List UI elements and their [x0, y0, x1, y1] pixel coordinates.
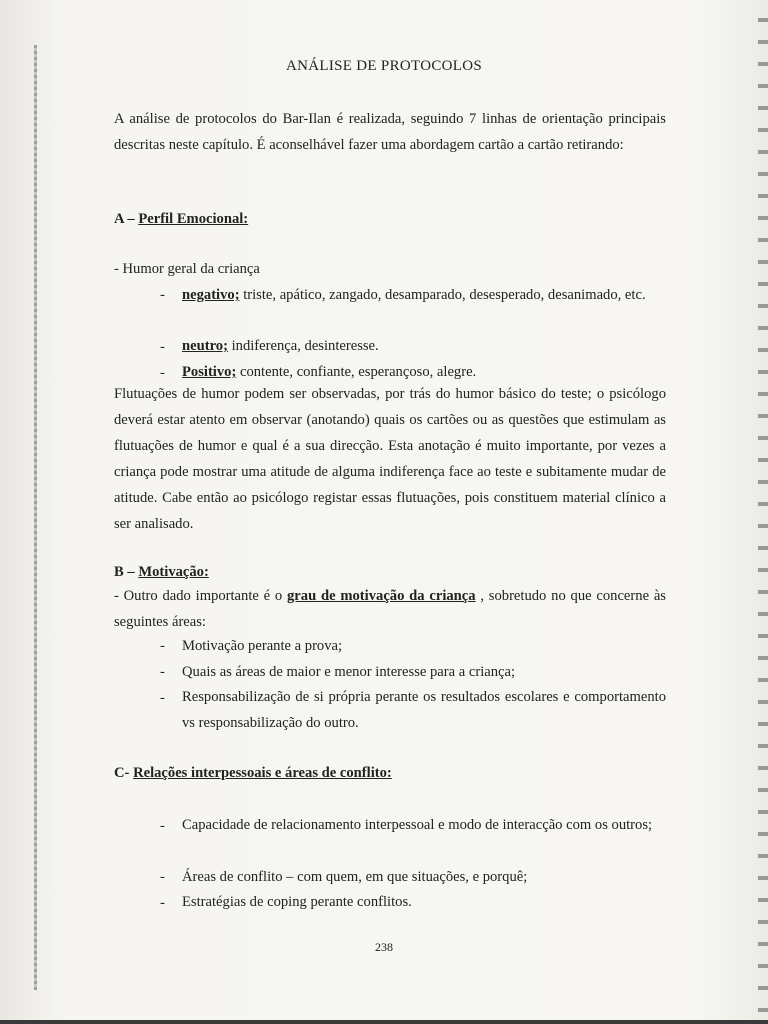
section-a-paragraph: Flutuações de humor podem ser observadas, por trás do humor básico do teste; o psicólogo deverá estar atento em observar (anotando) quais os cartões ou as questões que estimulam as flutuações de humor e qual é a sua direcção. Esta anotação é muito importante, por vezes a criança pode mostrar uma atitude de alguma indiferença face ao teste e subitamente mudar de atitude. Cabe então ao psicólogo registar essas flutuações, pois constituem material clínico a ser analisado. — [114, 386, 666, 532]
bullet-dash: - — [160, 287, 165, 303]
page-title: ANÁLISE DE PROTOCOLOS — [285, 58, 483, 74]
section-a-heading — [114, 211, 248, 228]
section-b-lead — [114, 583, 666, 635]
intro-paragraph: A análise de protocolos do Bar-Ilan é realizada, seguindo 7 linhas de orientação principais descritas neste capítulo. É aconselhável fazer uma abordagem cartão a cartão retirando: — [114, 111, 666, 153]
section-b-lead-keyword: grau de motivação da criança — [287, 588, 476, 604]
section-b-heading — [114, 564, 209, 581]
bullet-dash: - — [160, 895, 165, 911]
section-b-lead-before: - Outro dado importante é o — [114, 588, 287, 604]
bullet-areas-interesse: Quais as áreas de maior e menor interesse para a criança; — [182, 664, 516, 680]
section-c-prefix: C- — [114, 765, 134, 781]
bullet-responsabilizacao: Responsabilização de si própria perante os resultados escolares e comportamento vs responsabilização do outro. — [182, 689, 666, 731]
bullet-areas-conflito: Áreas de conflito – com quem, em que situações, e porquê; — [182, 869, 528, 885]
section-a-title: Perfil Emocional: — [138, 211, 249, 227]
bullet-dash: - — [160, 690, 165, 706]
section-a-prefix: A – — [114, 211, 139, 227]
bullet-keyword: Positivo; — [182, 364, 237, 380]
bullet-dash: - — [160, 365, 165, 381]
section-b-lead-after: , sobretudo no que concerne às seguintes áreas: — [114, 588, 666, 630]
section-c-heading — [114, 765, 392, 782]
bullet-text: indiferença, desinteresse. — [227, 338, 379, 354]
bullet-dash: - — [160, 638, 165, 654]
binding-edge — [34, 45, 37, 990]
bullet-negativo — [182, 282, 666, 308]
bullet-relacionamento: Capacidade de relacionamento interpessoal e modo de interacção com os outros; — [182, 817, 653, 833]
section-b-prefix: B – — [114, 564, 139, 580]
bullet-coping: Estratégias de coping perante conflitos. — [182, 894, 412, 910]
punch-holes-edge — [758, 0, 768, 1024]
page-bottom-edge — [0, 1020, 768, 1024]
bullet-dash: - — [160, 869, 165, 885]
section-a-subtitle: - Humor geral da criança — [114, 261, 260, 277]
bullet-dash: - — [160, 339, 165, 355]
section-b-title: Motivação: — [138, 564, 209, 580]
page-number: 238 — [375, 940, 393, 954]
bullet-keyword: negativo; — [182, 287, 240, 303]
bullet-keyword: neutro; — [182, 338, 228, 354]
bullet-dash: - — [160, 664, 165, 680]
bullet-dash: - — [160, 818, 165, 834]
bullet-motivacao: Motivação perante a prova; — [182, 638, 343, 654]
bullet-text: contente, confiante, esperançoso, alegre. — [236, 364, 477, 380]
bullet-text: triste, apático, zangado, desamparado, desesperado, desanimado, etc. — [239, 287, 646, 303]
section-c-title: Relações interpessoais e áreas de conflito: — [133, 765, 392, 781]
bullet-neutro — [182, 333, 666, 359]
